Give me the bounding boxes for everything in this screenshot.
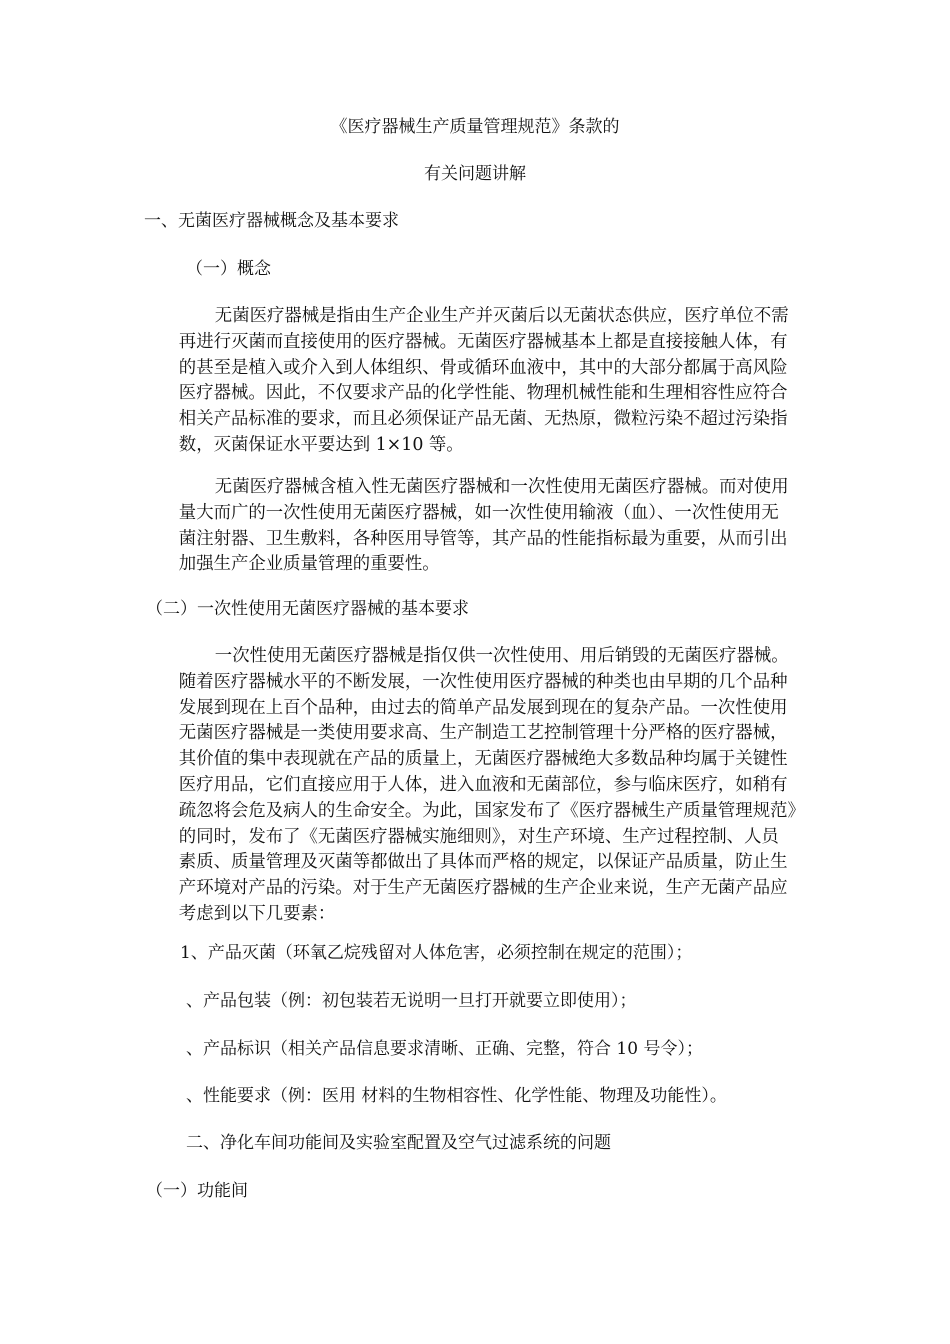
- list-item-4: 、性能要求（例：医用 材料的生物相容性、化学性能、物理及功能性）。: [186, 1086, 727, 1106]
- document-title-line2: 有关问题讲解: [424, 164, 526, 184]
- paragraph-line: 相关产品标准的要求，而且必须保证产品无菌、无热原，微粒污染不超过污染指: [178, 409, 788, 430]
- paragraph-line: 无菌医疗器械是指由生产企业生产并灭菌后以无菌状态供应，医疗单位不需: [214, 306, 789, 326]
- paragraph-line: 考虑到以下几要素：: [178, 903, 336, 924]
- paragraph-line: 疏忽将会危及病人的生命安全。为此，国家发布了《医疗器械生产质量管理规范》: [178, 800, 805, 821]
- list-item-1: 1、产品灭菌（环氧乙烷残留对人体危害，必须控制在规定的范围）；: [180, 943, 693, 963]
- paragraph-line: 医疗器械。因此，不仅要求产品的化学性能、物理机械性能和生理相容性应符合: [178, 383, 788, 404]
- paragraph-line: 量大而广的一次性使用无菌医疗器械，如一次性使用输液（血）、一次性使用无: [178, 502, 779, 523]
- paragraph-line: 的同时，发布了《无菌医疗器械实施细则》，对生产环境、生产过程控制、人员: [178, 826, 779, 847]
- paragraph-types: [144, 475, 808, 578]
- paragraph-line: 发展到现在上百个品种，由过去的简单产品发展到现在的复杂产品。一次性使用: [178, 697, 788, 718]
- list-item-3: 、产品标识（相关产品信息要求清晰、正确、完整，符合 10 号令）；: [186, 1039, 703, 1059]
- sub1-heading: （一）概念: [186, 259, 271, 279]
- paragraph-line: 再进行灭菌而直接使用的医疗器械。无菌医疗器械基本上都是直接接触人体，有: [178, 331, 788, 352]
- section1-heading: 一、无菌医疗器械概念及基本要求: [144, 211, 399, 231]
- paragraph-line: 一次性使用无菌医疗器械是指仅供一次性使用、用后销毁的无菌医疗器械。: [214, 646, 789, 666]
- paragraph-line: 其价值的集中表现就在产品的质量上，无菌医疗器械绝大多数品种均属于关键性: [178, 749, 788, 770]
- list-item-2: 、产品包装（例：初包装若无说明一旦打开就要立即使用）；: [186, 991, 637, 1011]
- sub2-heading: （二）一次性使用无菌医疗器械的基本要求: [146, 599, 469, 619]
- paragraph-line: 加强生产企业质量管理的重要性。: [178, 554, 440, 575]
- paragraph-line: 无菌医疗器械含植入性无菌医疗器械和一次性使用无菌医疗器械。而对使用: [214, 477, 789, 497]
- paragraph-requirements: [144, 644, 808, 928]
- paragraph-line: 医疗用品，它们直接应用于人体，进入血液和无菌部位，参与临床医疗，如稍有: [178, 774, 788, 795]
- paragraph-line: 的甚至是植入或介入到人体组织、骨或循环血液中，其中的大部分都属于高风险: [178, 357, 788, 378]
- paragraph-line: 数，灭菌保证水平要达到 1×10 等。: [178, 434, 464, 455]
- paragraph-concept: [144, 304, 808, 459]
- paragraph-line: 无菌医疗器械是一类使用要求高、生产制造工艺控制管理十分严格的医疗器械，: [178, 723, 788, 744]
- document-title-line1: 《医疗器械生产质量管理规范》条款的: [330, 117, 620, 137]
- paragraph-line: 素质、质量管理及灭菌等都做出了具体而严格的规定，以保证产品质量，防止生: [178, 852, 788, 873]
- paragraph-line: 随着医疗器械水平的不断发展，一次性使用医疗器械的种类也由早期的几个品种: [178, 671, 788, 692]
- section2-heading: 二、净化车间功能间及实验室配置及空气过滤系统的问题: [186, 1133, 611, 1153]
- paragraph-line: 菌注射器、卫生敷料，各种医用导管等，其产品的性能指标最为重要，从而引出: [178, 528, 788, 549]
- sub3-heading: （一）功能间: [146, 1181, 248, 1201]
- paragraph-line: 产环境对产品的污染。对于生产无菌医疗器械的生产企业来说，生产无菌产品应: [178, 878, 788, 899]
